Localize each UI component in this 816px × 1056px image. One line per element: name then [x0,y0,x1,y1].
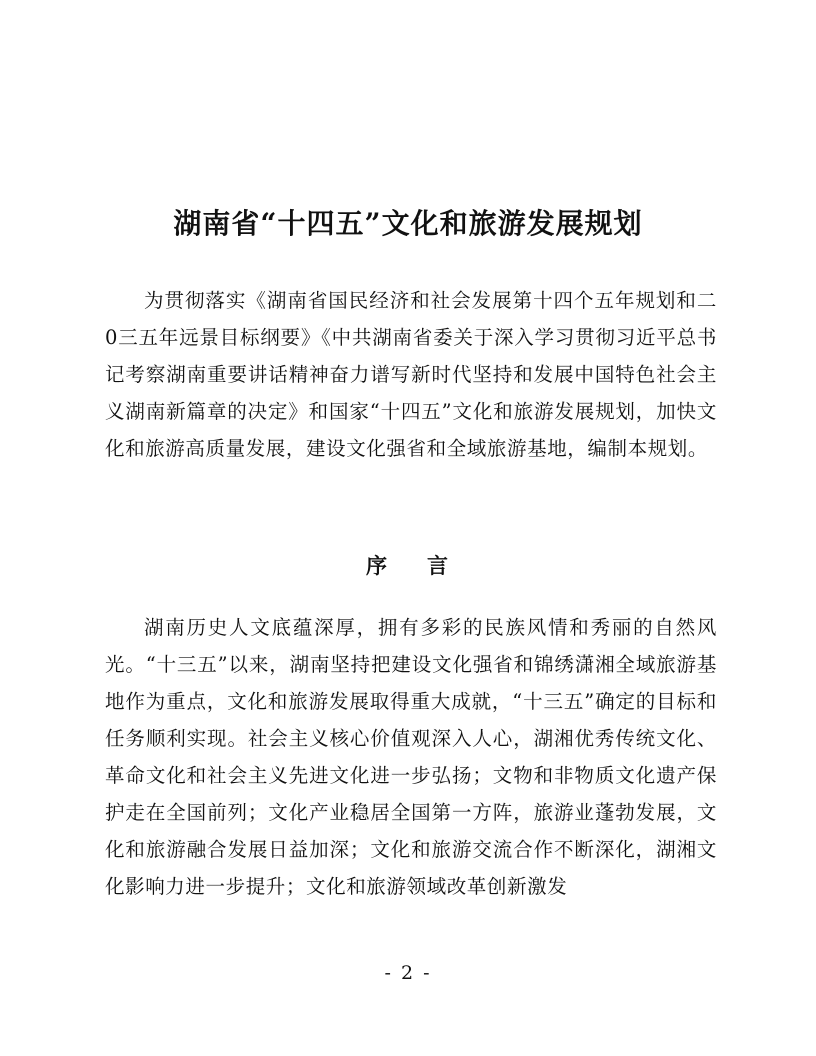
section-heading-char-2: 言 [427,553,450,578]
section-heading-preface [0,546,816,586]
intro-paragraph: 为贯彻落实《湖南省国民经济和社会发展第十四个五年规划和二0三五年远景目标纲要》《中共湖南省委关于深入学习贯彻习近平总书记考察湖南重要讲话精神奋力谱写新时代坚持和发展中国特色社会主义湖南新篇章的决定》和国家“十四五”文化和旅游发展规划，加快文化和旅游高质量发展，建设文化强省和全域旅游基地，编制本规划。 [105,289,717,460]
section-heading-char-1: 序 [366,553,389,578]
page-number: - 2 - [384,962,432,984]
body-paragraph: 湖南历史人文底蕴深厚，拥有多彩的民族风情和秀丽的自然风光。“十三五”以来，湖南坚持把建设文化强省和锦绣潇湘全域旅游基地作为重点，文化和旅游发展取得重大成就，“十三五”确定的目标和任务顺利实现。社会主义核心价值观深入人心，湖湘优秀传统文化、革命文化和社会主义先进文化进一步弘扬；文物和非物质文化遗产保护走在全国前列；文化产业稳居全国第一方阵，旅游业蓬勃发展，文化和旅游融合发展日益加深；文化和旅游交流合作不断深化，湖湘文化影响力进一步提升；文化和旅游领域改革创新激发 [105,616,717,898]
document-title: 湖南省“十四五”文化和旅游发展规划 [173,207,643,240]
